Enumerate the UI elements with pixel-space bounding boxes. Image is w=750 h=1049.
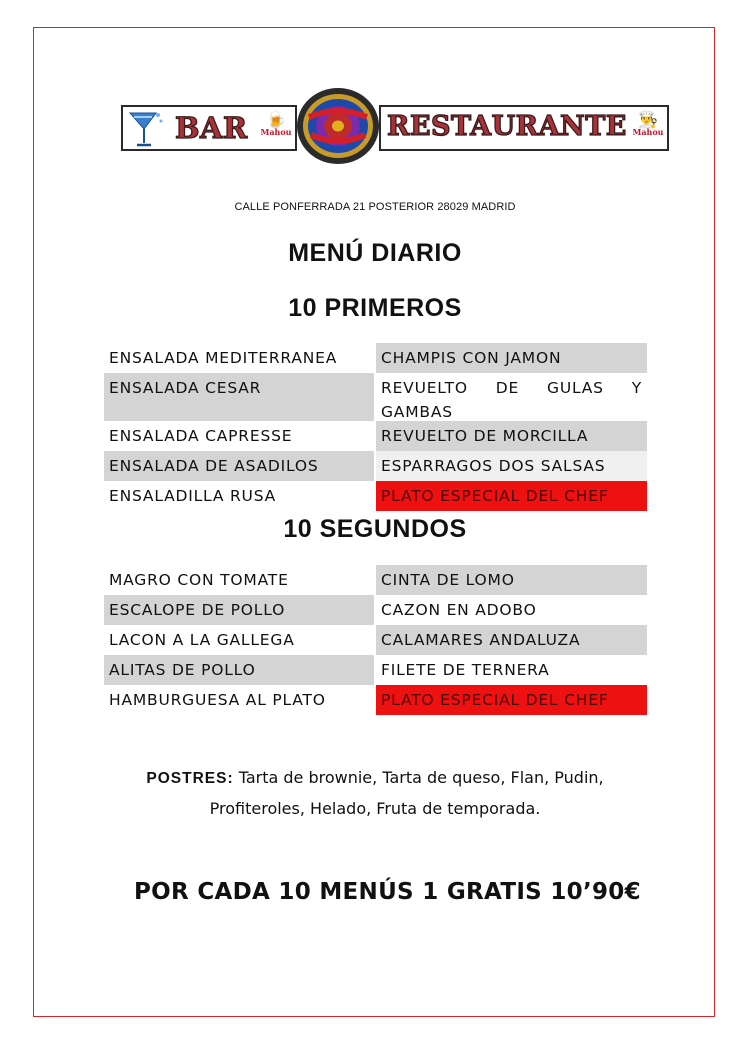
dish-cell: ESPARRAGOS DOS SALSAS xyxy=(374,451,647,481)
desserts-section xyxy=(0,763,750,824)
chef-special-cell: PLATO ESPECIAL DEL CHEF xyxy=(374,685,647,715)
dish-cell: ENSALADA DE ASADILOS xyxy=(104,451,374,481)
dish-cell: REVUELTO DE GULAS Y GAMBAS xyxy=(374,373,647,421)
dish-cell: ENSALADA CAPRESSE xyxy=(109,427,293,445)
restaurante-word: RESTAURANTE xyxy=(387,111,627,142)
dartboard-emblem-icon xyxy=(295,87,381,165)
table-row xyxy=(104,421,647,451)
beer-mug-icon: 🍺 xyxy=(266,110,286,129)
segundos-heading: 10 SEGUNDOS xyxy=(283,515,467,543)
table-row xyxy=(104,343,647,373)
dish-cell: REVUELTO DE MORCILLA xyxy=(374,421,647,451)
page-title: MENÚ DIARIO xyxy=(288,239,462,267)
table-row xyxy=(104,451,647,481)
chef-special-cell: PLATO ESPECIAL DEL CHEF xyxy=(374,481,647,511)
table-row xyxy=(104,373,647,421)
dish-cell: CAZON EN ADOBO xyxy=(374,595,647,625)
dish-cell: ENSALADA MEDITERRANEA xyxy=(109,349,338,367)
dish-cell: LACON A LA GALLEGA xyxy=(109,631,295,649)
address: CALLE PONFERRADA 21 POSTERIOR 28029 MADRID xyxy=(234,201,516,213)
primeros-table xyxy=(104,343,647,511)
dish-cell: ALITAS DE POLLO xyxy=(104,655,374,685)
bar-word: BAR xyxy=(175,111,248,145)
table-row xyxy=(104,481,647,511)
bar-panel xyxy=(121,105,297,151)
dish-cell: ENSALADILLA RUSA xyxy=(109,487,277,505)
desserts-list-2: Profiteroles, Helado, Fruta de temporada. xyxy=(209,799,541,818)
dish-cell: ESCALOPE DE POLLO xyxy=(104,595,374,625)
dish-cell: MAGRO CON TOMATE xyxy=(109,571,289,589)
mahou-brand-right: Mahou xyxy=(632,127,664,137)
dish-cell: ENSALADA CESAR xyxy=(104,373,374,421)
desserts-line-1 xyxy=(0,763,750,794)
header-banner xyxy=(121,87,669,165)
table-row xyxy=(104,655,647,685)
mahou-logo-right xyxy=(631,112,665,137)
dish-cell: CHAMPIS CON JAMON xyxy=(374,343,647,373)
mahou-brand-left: Mahou xyxy=(260,127,292,137)
dish-cell: HAMBURGUESA AL PLATO xyxy=(109,691,326,709)
primeros-heading: 10 PRIMEROS xyxy=(288,294,462,322)
cocktail-glass-icon xyxy=(126,109,166,149)
table-row xyxy=(104,595,647,625)
desserts-list-1: Tarta de brownie, Tarta de queso, Flan, Pudin, xyxy=(238,768,604,787)
segundos-table xyxy=(104,565,647,715)
mahou-logo-left xyxy=(259,112,293,137)
table-row xyxy=(104,625,647,655)
chef-icon: 👨‍🍳 xyxy=(638,110,658,129)
dish-cell: CINTA DE LOMO xyxy=(374,565,647,595)
desserts-label: POSTRES: xyxy=(146,770,234,787)
restaurante-panel xyxy=(379,105,669,151)
promo-text: POR CADA 10 MENÚS 1 GRATIS 10’90€ xyxy=(134,879,641,905)
table-row xyxy=(104,685,647,715)
dish-cell: FILETE DE TERNERA xyxy=(374,655,647,685)
dish-cell: CALAMARES ANDALUZA xyxy=(374,625,647,655)
table-row xyxy=(104,565,647,595)
